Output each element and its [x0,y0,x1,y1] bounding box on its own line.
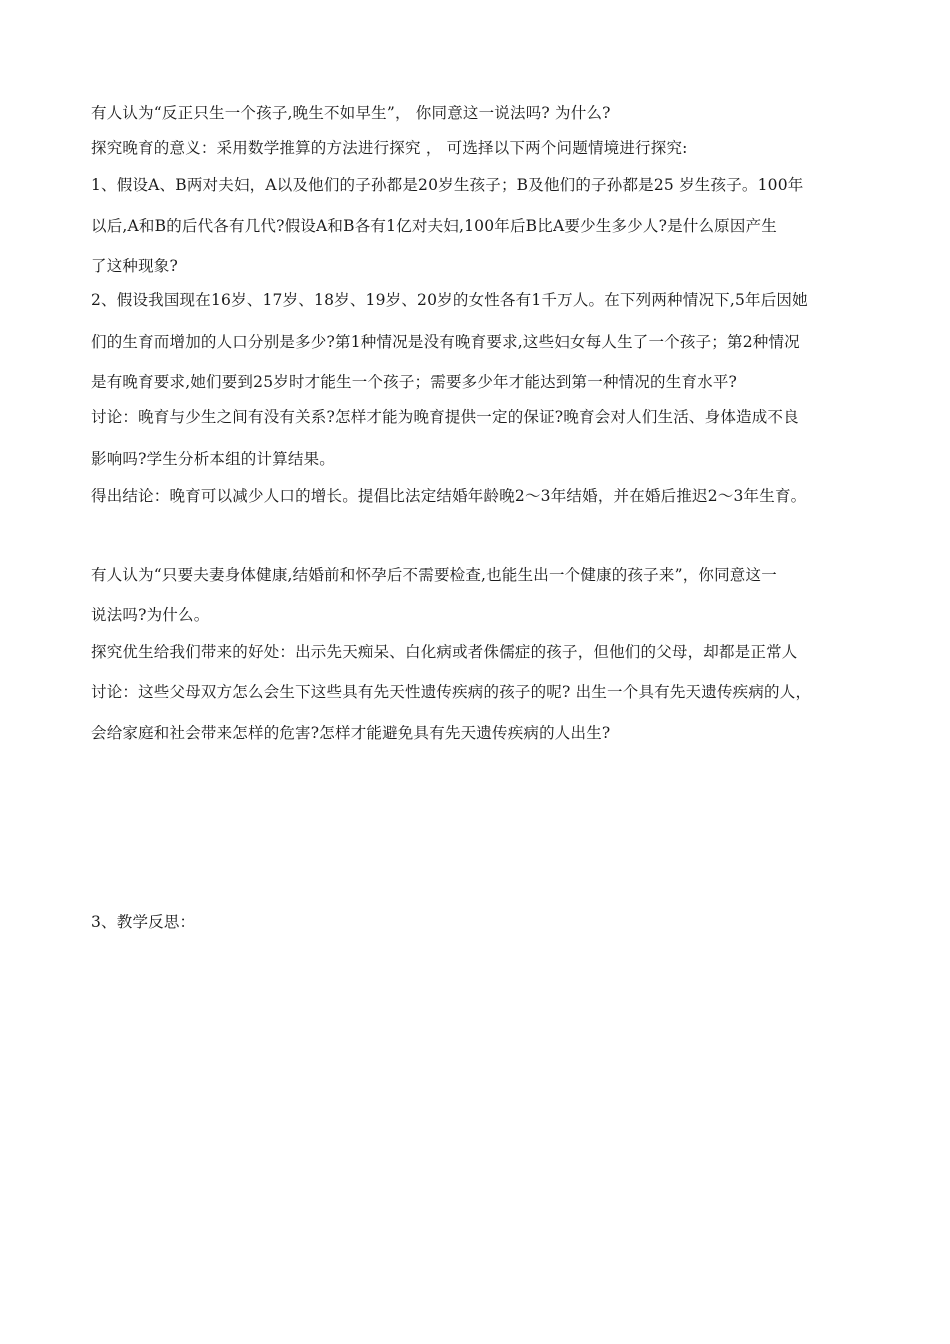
paragraph-line: 探究优生给我们带来的好处：出示先天痴呆、白化病或者侏儒症的孩子，但他们的父母，却都是正常人 [91,643,798,661]
paragraph-line: 有人认为“反正只生一个孩子,晚生不如早生”， 你同意这一说法吗? 为什么? [91,104,611,122]
paragraph-line: 讨论：晚育与少生之间有没有关系?怎样才能为晚育提供一定的保证?晚育会对人们生活、身体造成不良 [91,408,799,426]
paragraph-line: 讨论：这些父母双方怎么会生下这些具有先天性遗传疾病的孩子的呢? 出生一个具有先天遗传疾病的人， [91,683,812,701]
paragraph-line: 2、假设我国现在16岁、17岁、18岁、19岁、20岁的女性各有1千万人。在下列两种情况下,5年后因她 [91,291,808,309]
paragraph-line: 会给家庭和社会带来怎样的危害?怎样才能避免具有先天遗传疾病的人出生? [91,724,611,742]
paragraph-line: 说法吗?为什么。 [91,606,210,624]
paragraph-line: 们的生育而增加的人口分别是多少?第1种情况是没有晚育要求,这些妇女每人生了一个孩子；第2种情况 [91,333,800,351]
paragraph-line: 1、假设A、B两对夫妇，A以及他们的子孙都是20岁生孩子；B及他们的子孙都是25 岁生孩子。100年 [91,176,804,194]
paragraph-line: 了这种现象? [91,257,179,275]
paragraph-line: 以后,A和B的后代各有几代?假设A和B各有1亿对夫妇,100年后B比A要少生多少人?是什么原因产生 [91,217,777,235]
paragraph-line: 得出结论：晚育可以减少人口的增长。提倡比法定结婚年龄晚2～3年结婚，并在婚后推迟2～3年生育。 [91,487,807,505]
paragraph-line: 有人认为“只要夫妻身体健康,结婚前和怀孕后不需要检查,也能生出一个健康的孩子来”，你同意这一 [91,566,777,584]
paragraph-line: 是有晚育要求,她们要到25岁时才能生一个孩子；需要多少年才能达到第一种情况的生育水平? [91,373,738,391]
paragraph-line: 探究晚育的意义：采用数学推算的方法进行探究 ， 可选择以下两个问题情境进行探究: [91,139,688,157]
section-heading: 3、教学反思： [91,913,196,931]
paragraph-line: 影响吗?学生分析本组的计算结果。 [91,450,336,468]
